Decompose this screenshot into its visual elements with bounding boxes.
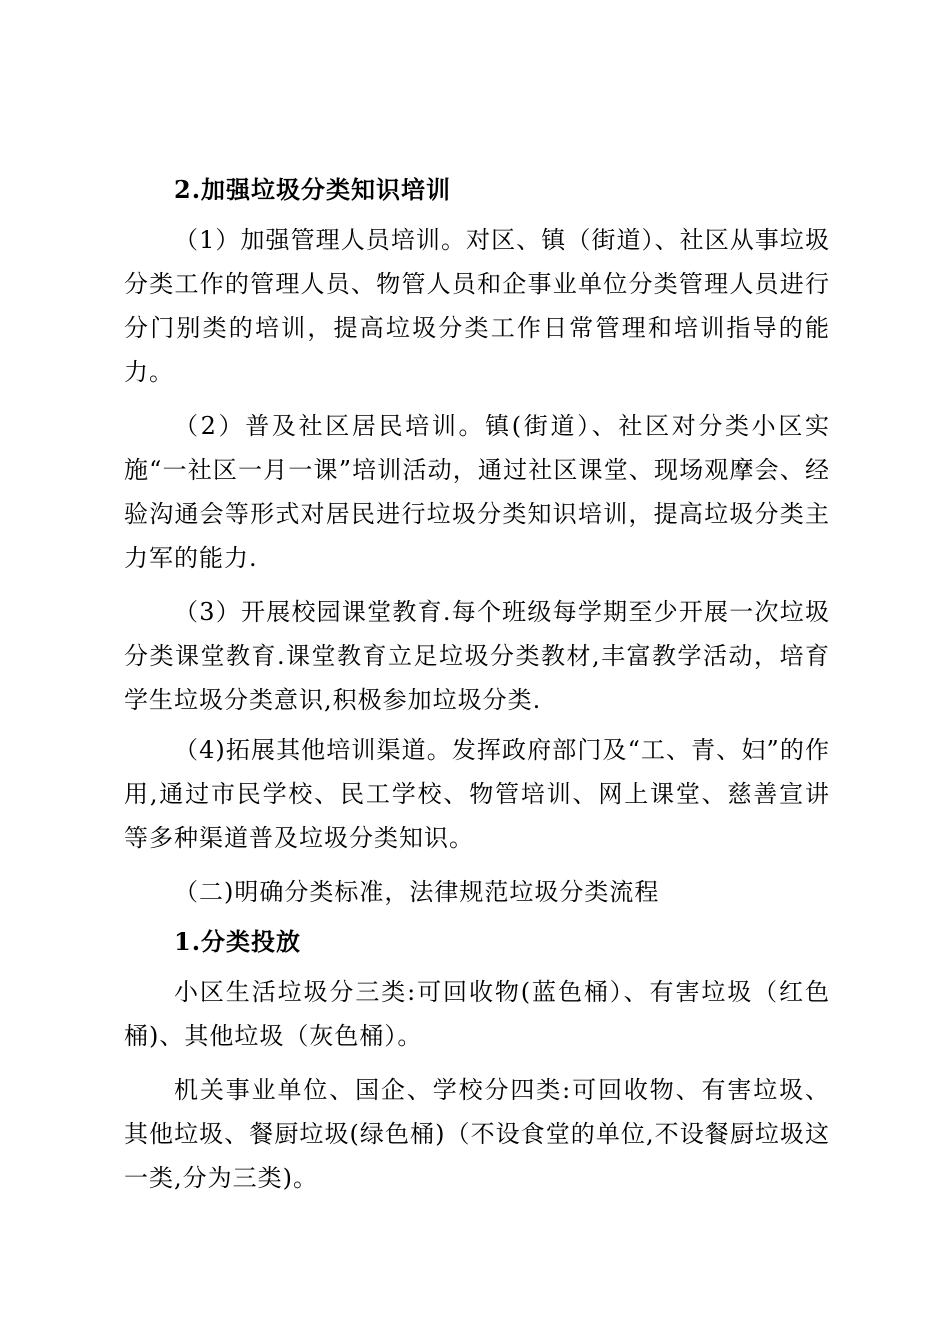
paragraph-residential-bins: 小区生活垃圾分三类:可回收物(蓝色桶）、有害垃圾（红色桶)、其他垃圾（灰色桶）。 bbox=[124, 978, 830, 1050]
section-heading-classification: （二)明确分类标准，法律规范垃圾分类流程 bbox=[174, 878, 660, 906]
paragraph-campus-education: （3）开展校园课堂教育.每个班级每学期至少开展一次垃圾分类课堂教育.课堂教育立足垃圾分类教材,丰富教学活动，培育学生垃圾分类意识,积极参加垃圾分类. bbox=[124, 598, 830, 714]
paragraph-management-training: （1）加强管理人员培训。对区、镇（街道）、社区从事垃圾分类工作的管理人员、物管人员和企事业单位分类管理人员进行分门别类的培训，提高垃圾分类工作日常管理和培训指导的能力。 bbox=[124, 226, 830, 386]
paragraph-resident-training: （2）普及社区居民培训。镇(街道）、社区对分类小区实施“一社区一月一课”培训活动，通过社区课堂、现场观摩会、经验沟通会等形式对居民进行垃圾分类知识培训，提高垃圾分类主力军的能力. bbox=[124, 412, 830, 572]
document-body bbox=[124, 168, 830, 1200]
heading-sorting-disposal: 1.分类投放 bbox=[174, 927, 302, 956]
paragraph-institution-bins: 机关事业单位、国企、学校分四类:可回收物、有害垃圾、其他垃圾、餐厨垃圾(绿色桶)（不设食堂的单位,不设餐厨垃圾这一类,分为三类)。 bbox=[124, 1076, 830, 1192]
heading-training: 2.加强垃圾分类知识培训 bbox=[174, 175, 452, 204]
paragraph-other-channels: （4)拓展其他培训渠道。发挥政府部门及“工、青、妇”的作用,通过市民学校、民工学校、物管培训、网上课堂、慈善宣讲等多种渠道普及垃圾分类知识。 bbox=[124, 736, 830, 852]
